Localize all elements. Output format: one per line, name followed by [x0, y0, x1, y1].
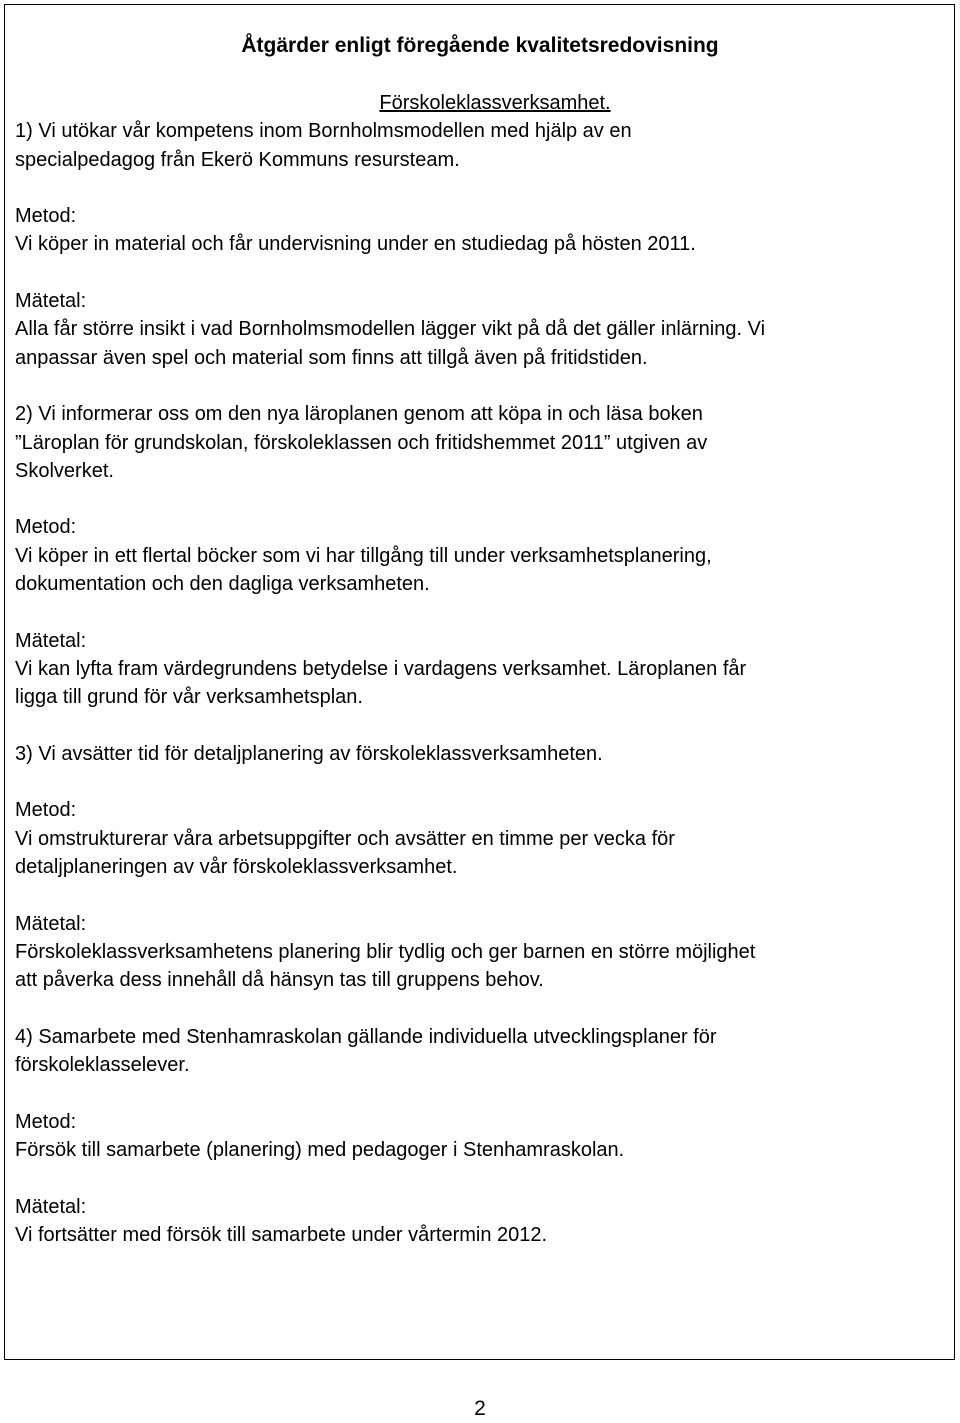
goal-line: 3) Vi avsätter tid för detaljplanering av förskoleklassverksamheten. [15, 742, 603, 765]
action-item-2 [15, 400, 945, 711]
goal-line: ”Läroplan för grundskolan, förskoleklassen och fritidshemmet 2011” utgiven av [15, 431, 708, 454]
section-heading: Förskoleklassverksamhet. [379, 92, 611, 114]
method-label: Metod: [15, 799, 77, 822]
measure-line: Vi kan lyfta fram värdegrundens betydelse i vardagens verksamhet. Läroplanen får [15, 657, 747, 680]
goal-line: 2) Vi informerar oss om den nya läroplanen genom att köpa in och läsa boken [15, 403, 703, 426]
goal-line: 1) Vi utökar vår kompetens inom Bornholmsmodellen med hjälp av en [15, 120, 632, 143]
measure-line: Alla får större insikt i vad Bornholmsmodellen lägger vikt på då det gäller inlärning. Vi [15, 318, 766, 341]
action-item-4 [15, 1023, 945, 1249]
measure-line: Förskoleklassverksamhetens planering blir tydlig och ger barnen en större möjlighet [15, 940, 756, 963]
method-line: Vi omstrukturerar våra arbetsuppgifter och avsätter en timme per vecka för [15, 827, 675, 850]
document-body [15, 89, 945, 1249]
measure-label: Mätetal: [15, 290, 87, 313]
measure-label: Mätetal: [15, 912, 87, 935]
measure-line: ligga till grund för vår verksamhetsplan. [15, 686, 363, 709]
document-title: Åtgärder enligt föregående kvalitetsredovisning [241, 34, 719, 57]
measure-line: Vi fortsätter med försök till samarbete under vårtermin 2012. [15, 1223, 548, 1246]
method-line: dokumentation och den dagliga verksamheten. [15, 573, 430, 596]
measure-label: Mätetal: [15, 1195, 87, 1218]
method-line: Vi köper in material och får undervisning under en studiedag på hösten 2011. [15, 233, 696, 256]
method-label: Metod: [15, 516, 77, 539]
goal-line: Skolverket. [15, 459, 114, 482]
method-label: Metod: [15, 1110, 77, 1133]
method-line: detaljplaneringen av vår förskoleklassverksamhet. [15, 856, 458, 879]
action-item-1 [15, 117, 945, 372]
goal-line: förskoleklasselever. [15, 1054, 190, 1077]
page-number: 2 [474, 1397, 486, 1420]
measure-line: att påverka dess innehåll då hänsyn tas till gruppens behov. [15, 969, 544, 992]
method-label: Metod: [15, 205, 77, 228]
goal-line: 4) Samarbete med Stenhamraskolan gällande individuella utvecklingsplaner för [15, 1025, 717, 1048]
measure-label: Mätetal: [15, 629, 87, 652]
method-line: Vi köper in ett flertal böcker som vi har tillgång till under verksamhetsplanering, [15, 544, 712, 567]
method-line: Försök till samarbete (planering) med pedagoger i Stenhamraskolan. [15, 1138, 625, 1161]
measure-line: anpassar även spel och material som finns att tillgå även på fritidstiden. [15, 346, 648, 369]
goal-line: specialpedagog från Ekerö Kommuns resursteam. [15, 148, 460, 171]
action-item-3 [15, 740, 945, 995]
